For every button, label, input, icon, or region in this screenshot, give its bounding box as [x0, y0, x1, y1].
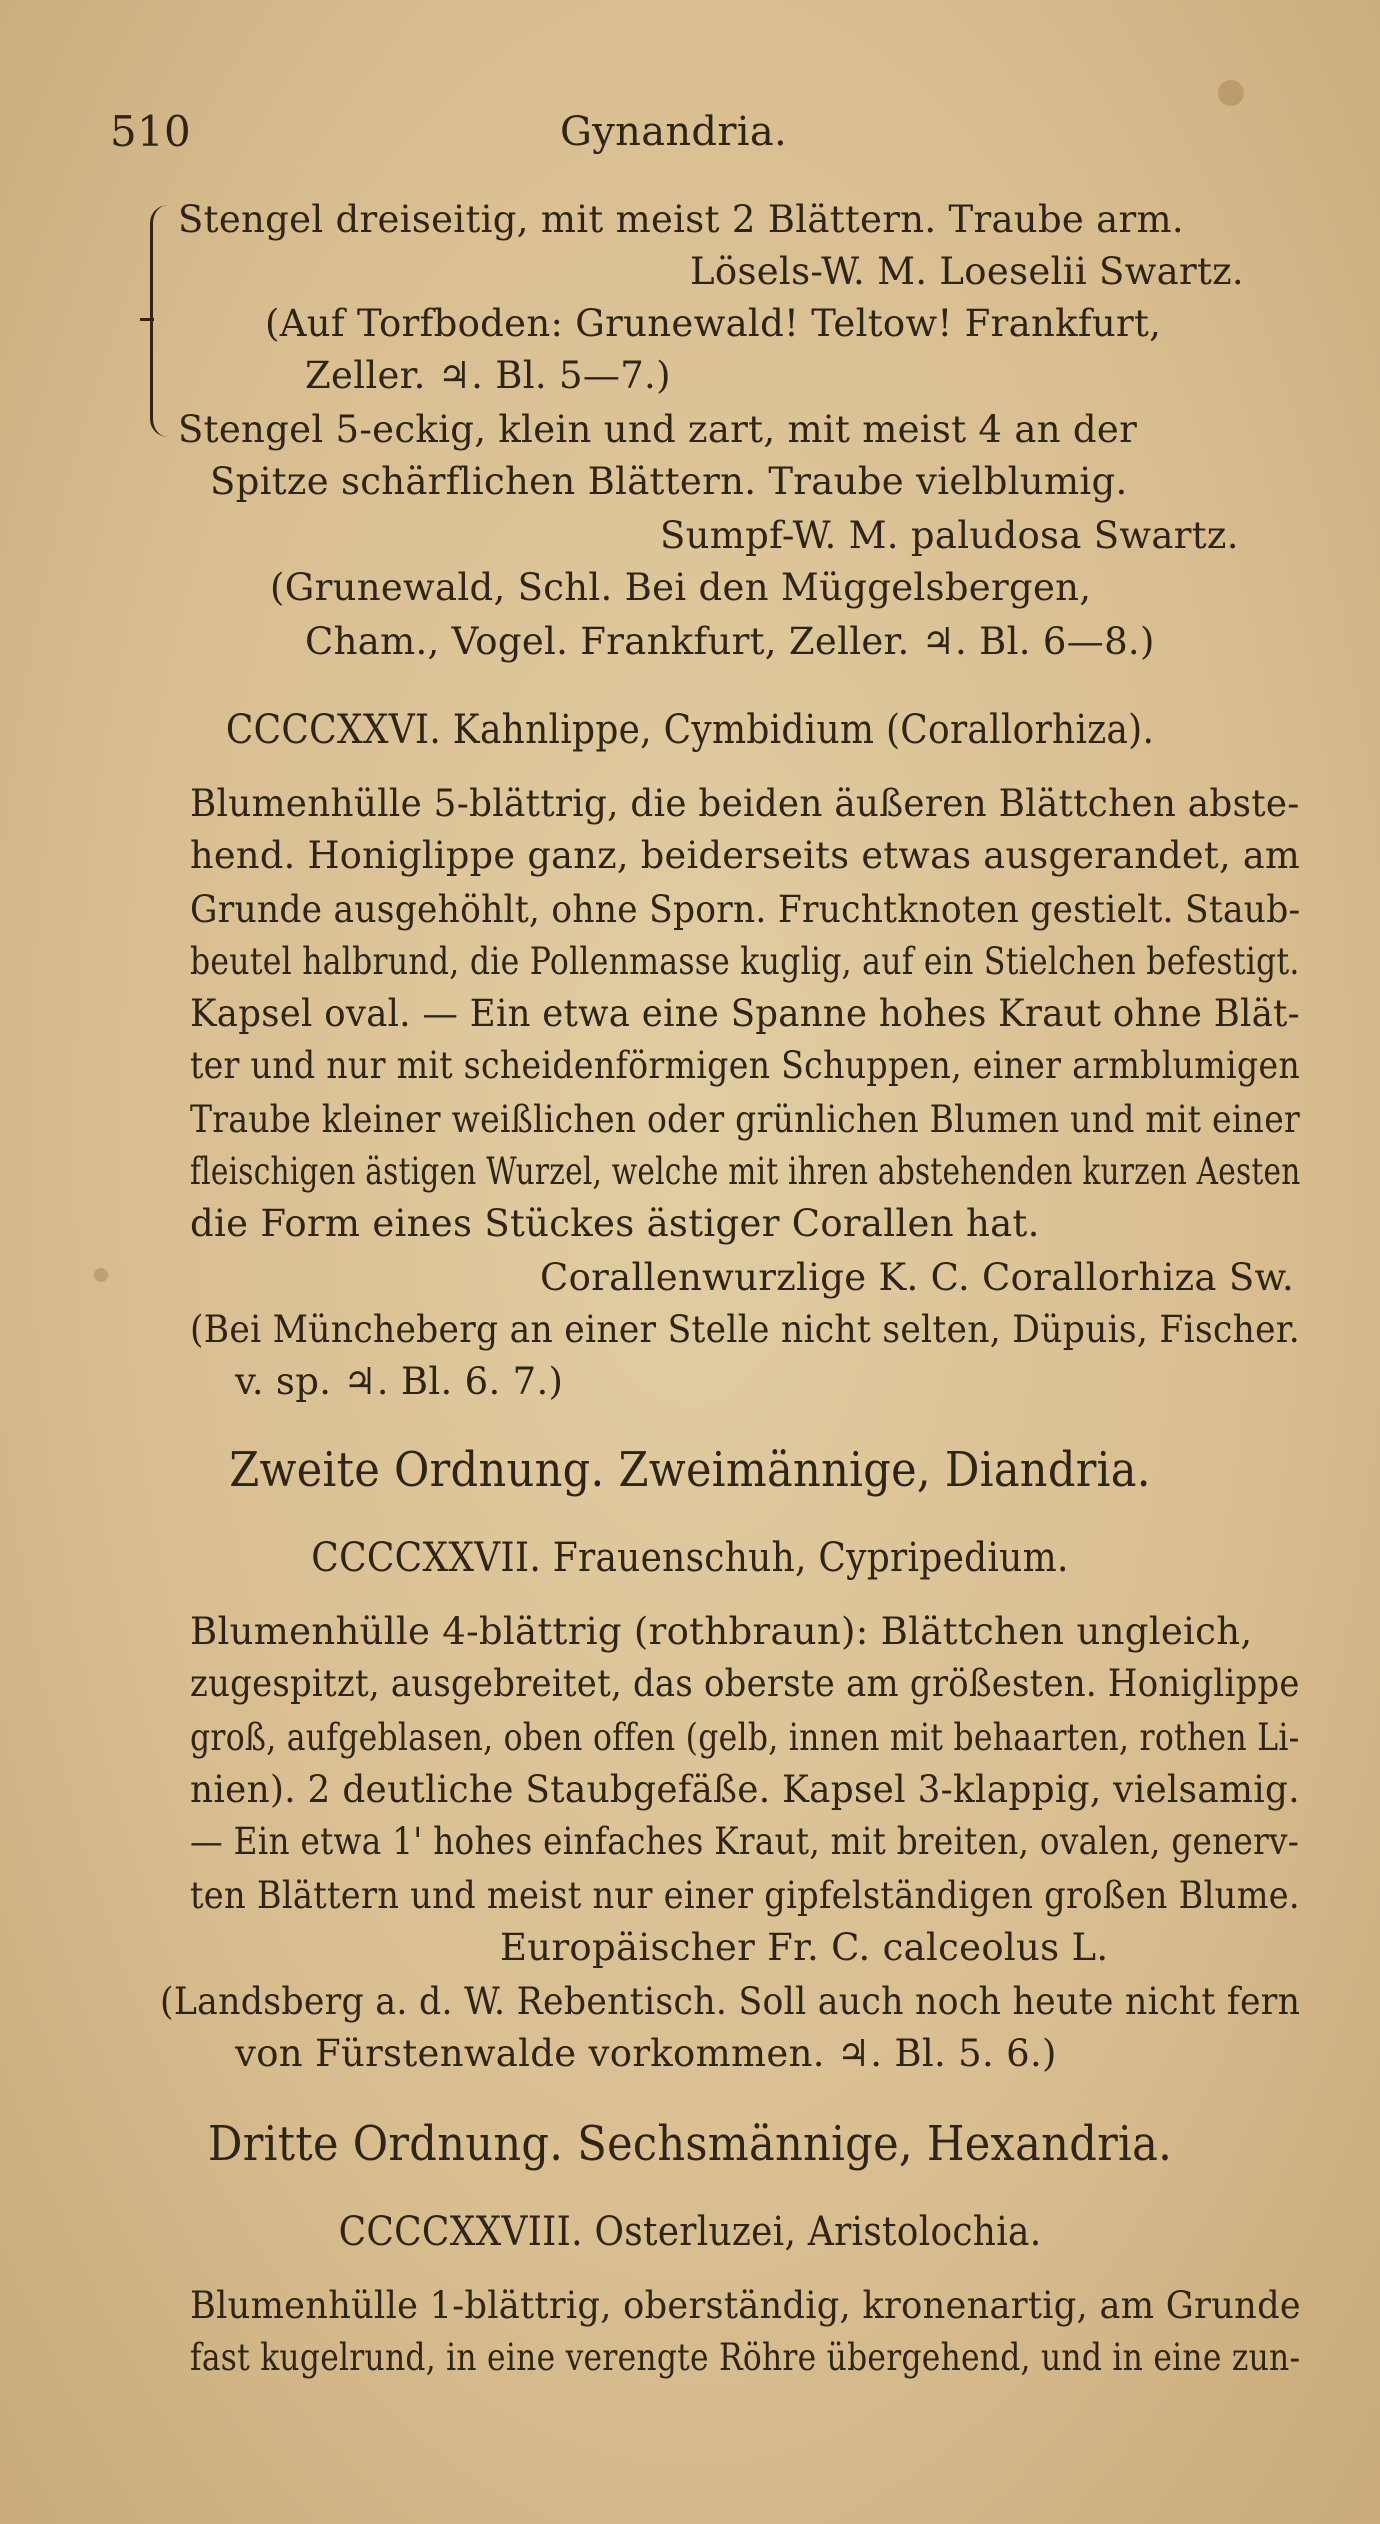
- text-line: v. sp. ♃. Bl. 6. 7.): [235, 1360, 564, 1403]
- page-number: 510: [110, 107, 192, 156]
- text-line: groß, aufgeblasen, oben offen (gelb, innen mit behaarten, rothen Li-: [190, 1716, 1300, 1759]
- key-brace-tip: [140, 318, 154, 321]
- genus-heading: CCCCXXVI. Kahnlippe, Cymbidium (Corallorhiza).: [225, 707, 1155, 753]
- text-line: Stengel dreiseitig, mit meist 2 Blättern. Traube arm.: [178, 198, 1184, 241]
- text-line: Blumenhülle 5-blättrig, die beiden äußeren Blättchen abste-: [190, 782, 1300, 825]
- text-line: Stengel 5-eckig, klein und zart, mit meist 4 an der: [178, 408, 1138, 451]
- text-line: fast kugelrund, in eine verengte Röhre übergehend, und in eine zun-: [190, 2336, 1301, 2379]
- running-title: Gynandria.: [560, 109, 788, 155]
- text-line: beutel halbrund, die Pollenmasse kuglig, auf ein Stielchen befestigt.: [190, 940, 1300, 983]
- text-line: Europäischer Fr. C. calceolus L.: [500, 1926, 1109, 1969]
- text-line: (Auf Torfboden: Grunewald! Teltow! Frankfurt,: [265, 302, 1162, 345]
- text-line: nien). 2 deutliche Staubgefäße. Kapsel 3-klappig, vielsamig.: [190, 1768, 1300, 1811]
- text-line: Traube kleiner weißlichen oder grünlichen Blumen und mit einer: [190, 1098, 1301, 1141]
- text-line: zugespitzt, ausgebreitet, das oberste am größesten. Honiglippe: [190, 1662, 1300, 1705]
- genus-heading: CCCCXXVIII. Osterluzei, Aristolochia.: [338, 2209, 1042, 2255]
- text-line: hend. Honiglippe ganz, beiderseits etwas ausgerandet, am: [190, 834, 1301, 877]
- text-line: Spitze schärflichen Blättern. Traube vielblumig.: [210, 460, 1128, 503]
- text-line: Cham., Vogel. Frankfurt, Zeller. ♃. Bl. 6—8.): [305, 620, 1155, 663]
- text-line: ten Blättern und meist nur einer gipfelständigen großen Blume.: [190, 1874, 1300, 1917]
- text-line: (Grunewald, Schl. Bei den Müggelsbergen,: [270, 566, 1092, 609]
- text-line: von Fürstenwalde vorkommen. ♃. Bl. 5. 6.): [235, 2032, 1057, 2075]
- text-line: Sumpf-W. M. paludosa Swartz.: [660, 514, 1239, 557]
- text-line: ter und nur mit scheidenförmigen Schuppen, einer armblumigen: [190, 1044, 1301, 1087]
- text-line: Blumenhülle 1-blättrig, oberständig, kronenartig, am Grunde: [190, 2284, 1301, 2327]
- paper-stain: [1218, 80, 1244, 106]
- text-line: Corallenwurzlige K. C. Corallorhiza Sw.: [540, 1256, 1295, 1299]
- paper-stain: [94, 1268, 108, 1282]
- key-brace: [150, 205, 179, 437]
- text-line: (Landsberg a. d. W. Rebentisch. Soll auch noch heute nicht fern: [160, 1980, 1301, 2023]
- text-line: Kapsel oval. — Ein etwa eine Spanne hohes Kraut ohne Blät-: [190, 992, 1300, 1035]
- text-line: — Ein etwa 1' hohes einfaches Kraut, mit breiten, ovalen, generv-: [190, 1820, 1300, 1863]
- text-line: Zeller. ♃. Bl. 5—7.): [305, 354, 671, 397]
- order-heading: Zweite Ordnung. Zweimännige, Diandria.: [229, 1442, 1151, 1498]
- text-line: die Form eines Stückes ästiger Corallen hat.: [190, 1202, 1040, 1245]
- order-heading: Dritte Ordnung. Sechsmännige, Hexandria.: [207, 2116, 1173, 2172]
- text-line: Blumenhülle 4-blättrig (rothbraun): Blättchen ungleich,: [190, 1610, 1253, 1653]
- text-line: Grunde ausgehöhlt, ohne Sporn. Fruchtknoten gestielt. Staub-: [190, 888, 1301, 931]
- text-line: (Bei Müncheberg an einer Stelle nicht selten, Düpuis, Fischer.: [190, 1308, 1301, 1351]
- text-line: fleischigen ästigen Wurzel, welche mit ihren abstehenden kurzen Aesten: [190, 1150, 1301, 1193]
- text-line: Lösels-W. M. Loeselii Swartz.: [690, 250, 1244, 293]
- genus-heading: CCCCXXVII. Frauenschuh, Cypripedium.: [311, 1535, 1069, 1581]
